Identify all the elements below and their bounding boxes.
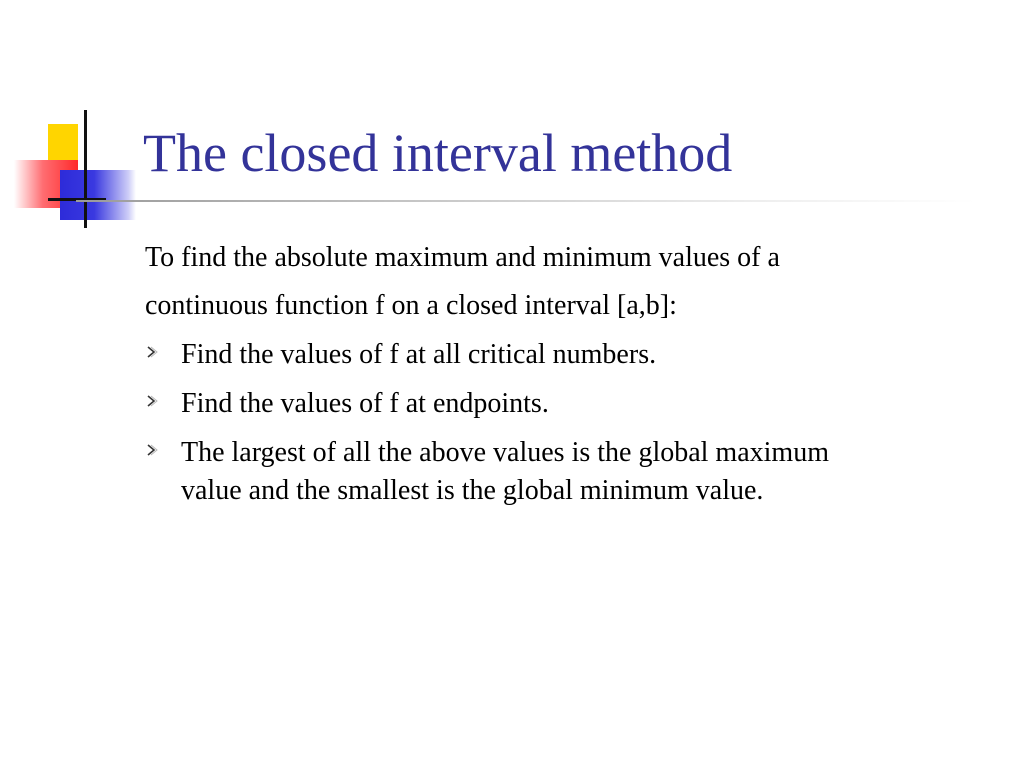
bullet-list bbox=[145, 331, 985, 510]
slide-title: The closed interval method bbox=[143, 123, 733, 183]
intro-line-1: To find the absolute maximum and minimum values of a bbox=[145, 242, 780, 273]
intro-paragraph bbox=[145, 234, 985, 330]
slide-body bbox=[145, 234, 985, 510]
blue-gradient-block bbox=[60, 170, 136, 220]
bullet-text: Find the values of f at all critical numbers. bbox=[181, 339, 657, 370]
bullet-item bbox=[145, 429, 985, 510]
chevron-right-icon bbox=[145, 443, 159, 457]
vertical-line bbox=[84, 110, 87, 228]
title-divider bbox=[76, 200, 976, 202]
slide-logo-decoration bbox=[0, 0, 160, 240]
bullet-text: Find the values of f at endpoints. bbox=[181, 388, 549, 419]
bullet-item bbox=[145, 331, 985, 379]
chevron-right-icon bbox=[145, 345, 159, 359]
bullet-line-1: The largest of all the above values is the global maximum bbox=[181, 437, 829, 468]
chevron-right-icon bbox=[145, 394, 159, 408]
bullet-line-2: value and the smallest is the global minimum value. bbox=[181, 475, 764, 506]
intro-line-2: continuous function f on a closed interval [a,b]: bbox=[145, 290, 677, 321]
bullet-text bbox=[181, 429, 985, 510]
bullet-item bbox=[145, 380, 985, 428]
